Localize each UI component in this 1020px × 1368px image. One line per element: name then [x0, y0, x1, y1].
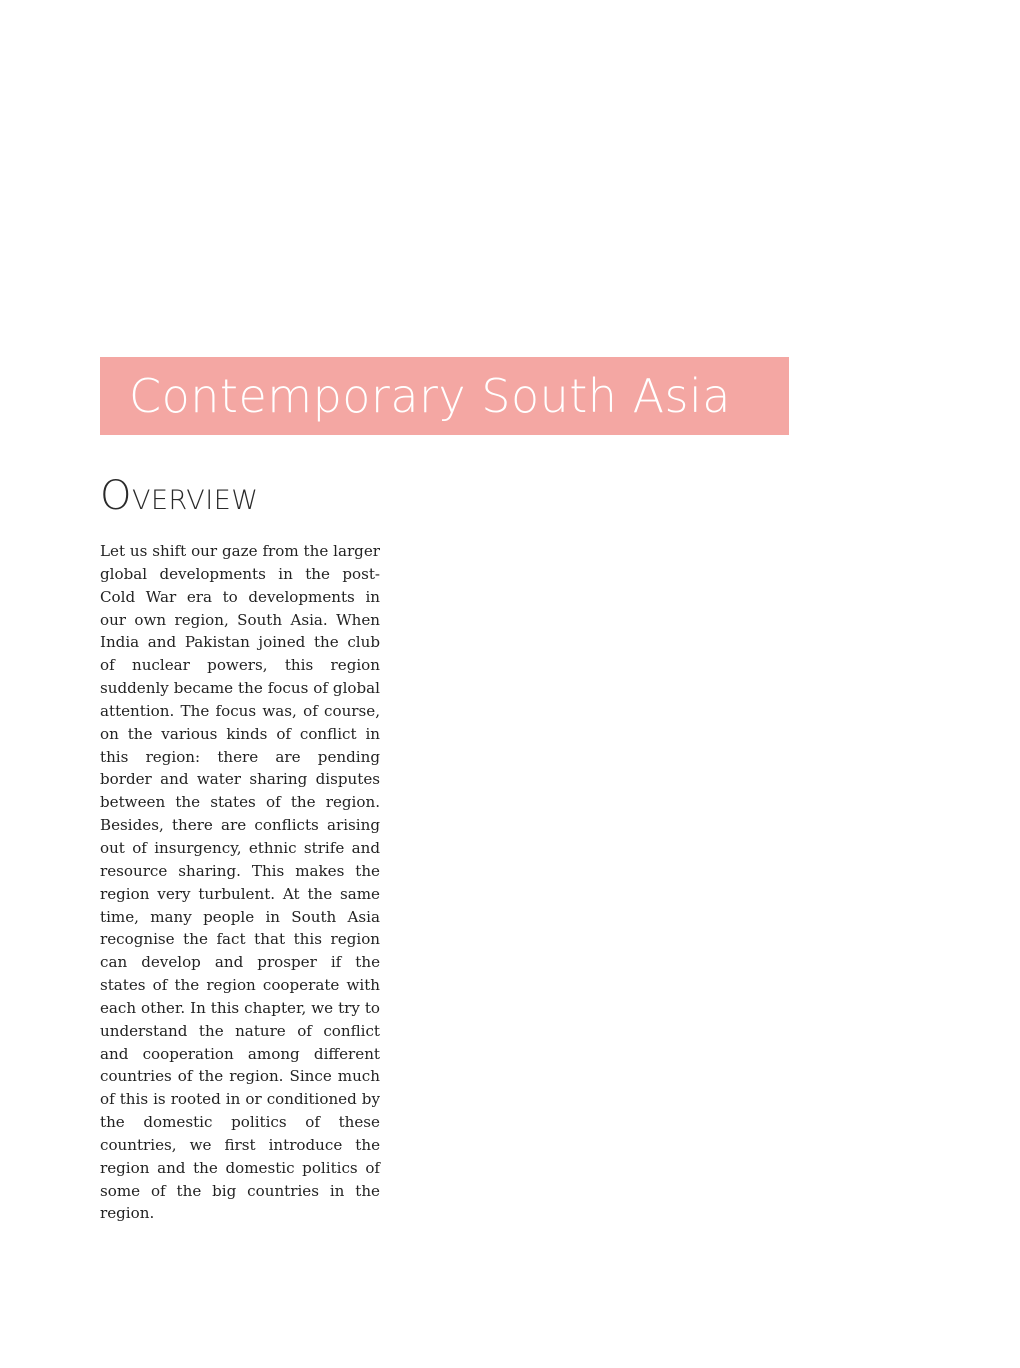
section-heading-overview — [100, 473, 259, 519]
section-heading-rest: VERVIEW — [131, 485, 259, 516]
overview-paragraph: Let us shift our gaze from the larger global developments in the post-Cold War era to developments in our own region, South Asia. When India and Pakistan joined the club of nuclear powers, this region suddenly became the focus of global attention. The focus was, of course, on the various kinds of conflict in this region: there are pending border and water sharing disputes between the states of the region. Besides, there are conflicts arising out of insurgency, ethnic strife and resource sharing. This makes the region very turbulent. At the same time, many people in South Asia recognise the fact that this region can develop and prosper if the states of the region cooperate with each other. In this chapter, we try to understand the nature of conflict and cooperation among different countries of the region. Since much of this is rooted in or conditioned by the domestic politics of these countries, we first introduce the region and the domestic politics of some of the big countries in the region. — [100, 542, 380, 1223]
chapter-title: Contemporary South Asia — [129, 369, 731, 423]
section-heading-initial: O — [100, 473, 132, 519]
chapter-title-banner — [100, 357, 789, 435]
